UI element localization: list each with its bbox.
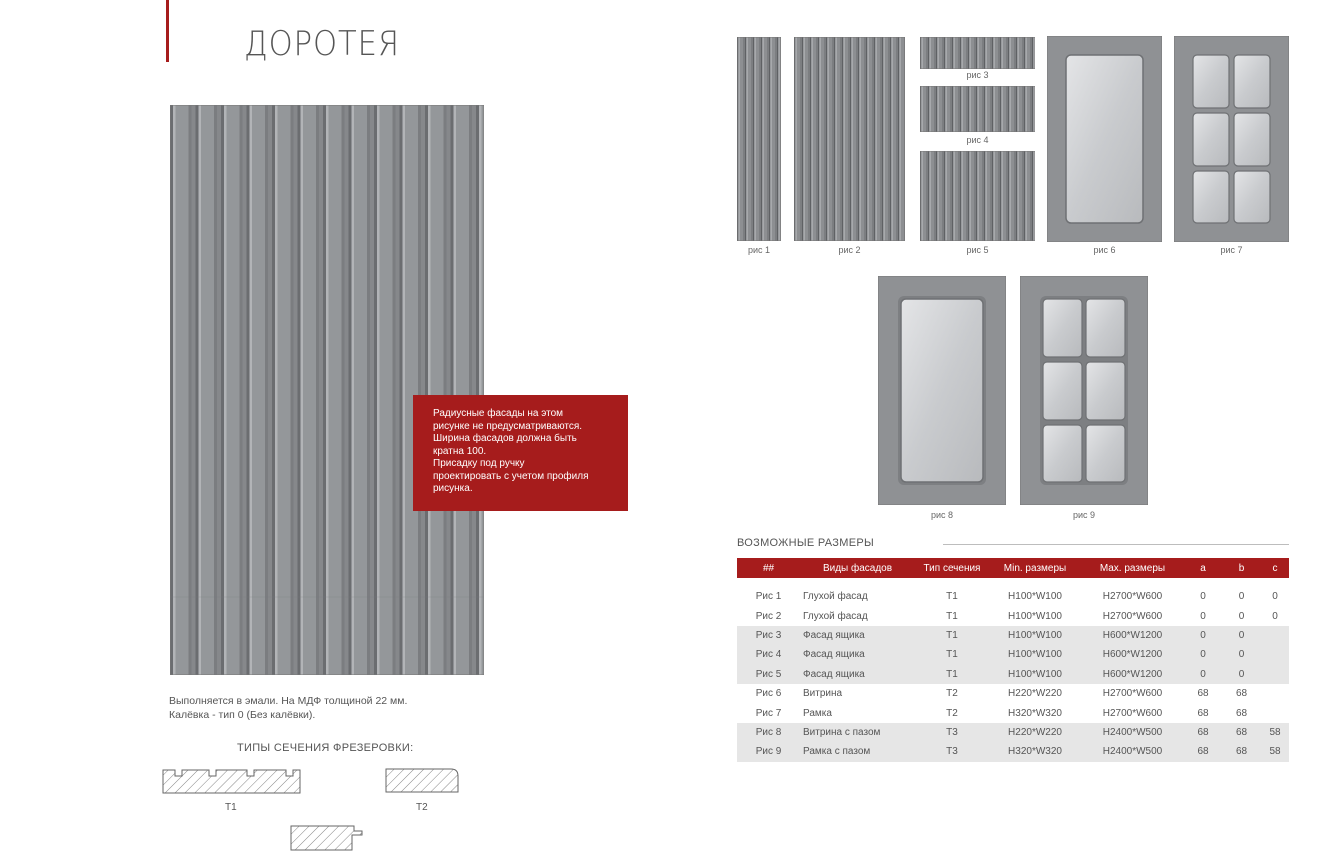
table-cell: T3 (915, 742, 989, 761)
table-cell: Фасад ящика (800, 665, 915, 684)
section-t2-drawing (385, 768, 460, 799)
table-cell: H220*W220 (989, 723, 1081, 742)
table-cell: 58 (1261, 742, 1289, 761)
table-cell: Рис 6 (755, 688, 782, 700)
table-row (737, 626, 1289, 645)
table-cell: 68 (1197, 707, 1209, 719)
table-cell: T1 (915, 626, 989, 645)
fig7-caption: рис 7 (1220, 245, 1243, 255)
table-cell: Рис 2 (755, 610, 782, 622)
table-cell: H100*W100 (989, 645, 1081, 664)
table-cell: 68 (1222, 723, 1261, 742)
table-cell: Фасад ящика (800, 645, 915, 664)
fig2-image (794, 37, 905, 246)
table-cell: H2400*W500 (1081, 742, 1184, 761)
table-cell: 0 (1200, 610, 1206, 622)
description-line-1: Выполняется в эмали. На МДФ толщиной 22 мм. (169, 695, 408, 707)
section-t1-label: T1 (225, 802, 237, 813)
table-cell: H600*W1200 (1081, 626, 1184, 645)
section-t1-drawing (162, 766, 302, 799)
fig1-image (737, 37, 781, 246)
sizes-table (737, 558, 1289, 762)
table-cell: H320*W320 (989, 742, 1081, 761)
table-cell: H600*W1200 (1081, 645, 1184, 664)
table-cell: 0 (1184, 626, 1222, 645)
table-cell: Витрина с пазом (800, 723, 915, 742)
table-cell: H100*W100 (989, 665, 1081, 684)
table-cell: T1 (915, 645, 989, 664)
table-row (737, 742, 1289, 761)
table-row (737, 684, 1289, 703)
header-cell: c (1261, 558, 1289, 578)
table-header (737, 558, 1289, 578)
fig8-caption: рис 8 (930, 510, 954, 520)
table-cell: T3 (915, 723, 989, 742)
fig8-image (878, 276, 1006, 510)
fig6-caption: рис 6 (1093, 245, 1116, 255)
table-cell: 68 (1184, 742, 1222, 761)
table-cell: 68 (1222, 742, 1261, 761)
table-cell: 0 (1238, 610, 1245, 622)
sizes-title: ВОЗМОЖНЫЕ РАЗМЕРЫ (737, 537, 875, 549)
section-types-title: ТИПЫ СЕЧЕНИЯ ФРЕЗЕРОВКИ: (237, 742, 414, 754)
note-box (413, 395, 628, 511)
table-cell: 0 (1238, 591, 1245, 603)
fig3-image (920, 37, 1035, 74)
table-cell: T2 (946, 688, 958, 700)
table-cell: 0 (1200, 591, 1206, 603)
table-cell: 58 (1261, 723, 1289, 742)
fig4-caption: рис 4 (966, 135, 989, 145)
table-cell: Рамка (803, 707, 832, 719)
table-cell: 0 (1184, 645, 1222, 664)
fig2-caption: рис 2 (838, 245, 861, 255)
table-cell: H2700*W600 (1102, 610, 1163, 622)
header-cell: Min. размеры (989, 558, 1081, 578)
table-cell: Рис 8 (737, 723, 800, 742)
table-cell: H320*W320 (1008, 707, 1062, 719)
table-cell: H220*W220 (1008, 688, 1062, 700)
table-cell (1261, 703, 1289, 722)
fig4-image (920, 86, 1035, 137)
title-accent-bar (166, 0, 169, 62)
table-cell: 0 (1222, 665, 1261, 684)
table-cell: Витрина (803, 688, 843, 700)
fig6-image (1047, 36, 1162, 247)
table-cell: Рис 7 (755, 707, 782, 719)
table-cell: 68 (1235, 707, 1248, 719)
section-t3-drawing (290, 825, 366, 854)
description-line-2: Калёвка - тип 0 (Без калёвки). (169, 708, 316, 721)
header-cell: Max. размеры (1081, 558, 1184, 578)
fig9-image (1020, 276, 1148, 510)
table-cell: Рис 9 (737, 742, 800, 761)
header-cell: Тип сечения (915, 558, 989, 578)
table-cell: H2700*W600 (1102, 707, 1163, 719)
table-cell: T1 (946, 591, 958, 603)
table-cell: Глухой фасад (803, 610, 868, 622)
fig5-caption: рис 5 (966, 245, 989, 255)
table-row (737, 703, 1289, 722)
table-cell: 0 (1184, 665, 1222, 684)
table-cell: 68 (1197, 688, 1209, 700)
header-cell: Виды фасадов (800, 558, 915, 578)
header-cell: b (1222, 558, 1261, 578)
sizes-divider (943, 544, 1289, 545)
page-title: ДОРОТЕЯ (244, 24, 400, 64)
description (169, 695, 407, 722)
table-cell: T1 (915, 665, 989, 684)
note-text: Радиусные фасады на этом рисунке не предусматриваются. Ширина фасадов должна быть кратна 100. Присадку под ручку проектировать с учетом профиля рисунка. (433, 408, 589, 494)
table-row (737, 645, 1289, 664)
table-cell: Глухой фасад (803, 591, 868, 603)
table-cell: 0 (1272, 591, 1278, 603)
main-facade-image (170, 105, 484, 675)
table-cell: 0 (1222, 645, 1261, 664)
table-cell (1261, 665, 1289, 684)
table-row (737, 665, 1289, 684)
table-cell (1261, 684, 1289, 703)
table-cell: Рис 1 (755, 591, 782, 603)
table-cell: Фасад ящика (800, 626, 915, 645)
section-t2-label: T2 (416, 802, 428, 813)
table-cell: H100*W100 (1008, 591, 1062, 603)
table-cell: Рамка с пазом (800, 742, 915, 761)
fig3-caption: рис 3 (966, 70, 989, 80)
table-row (737, 587, 1289, 606)
table-cell: Рис 4 (737, 645, 800, 664)
table-cell: 0 (1272, 610, 1278, 622)
fig5-image (920, 151, 1035, 246)
fig7-image (1174, 36, 1289, 247)
table-cell: H2700*W600 (1102, 591, 1163, 603)
header-cell: ## (737, 558, 800, 578)
table-cell: Рис 3 (737, 626, 800, 645)
table-cell: Рис 5 (737, 665, 800, 684)
table-cell: H100*W100 (989, 626, 1081, 645)
table-cell: H2400*W500 (1081, 723, 1184, 742)
table-cell: 68 (1235, 688, 1248, 700)
table-row (737, 723, 1289, 742)
table-cell: H100*W100 (1008, 610, 1062, 622)
header-cell: a (1184, 558, 1222, 578)
table-cell (1261, 626, 1289, 645)
table-cell (1261, 645, 1289, 664)
fig9-caption: рис 9 (1072, 510, 1096, 520)
table-cell: 0 (1222, 626, 1261, 645)
table-row (737, 606, 1289, 625)
fig1-caption: рис 1 (747, 245, 771, 255)
table-cell: H2700*W600 (1102, 688, 1163, 700)
table-cell: T1 (946, 610, 958, 622)
table-cell: 68 (1184, 723, 1222, 742)
table-cell: H600*W1200 (1081, 665, 1184, 684)
table-cell: T2 (946, 707, 958, 719)
